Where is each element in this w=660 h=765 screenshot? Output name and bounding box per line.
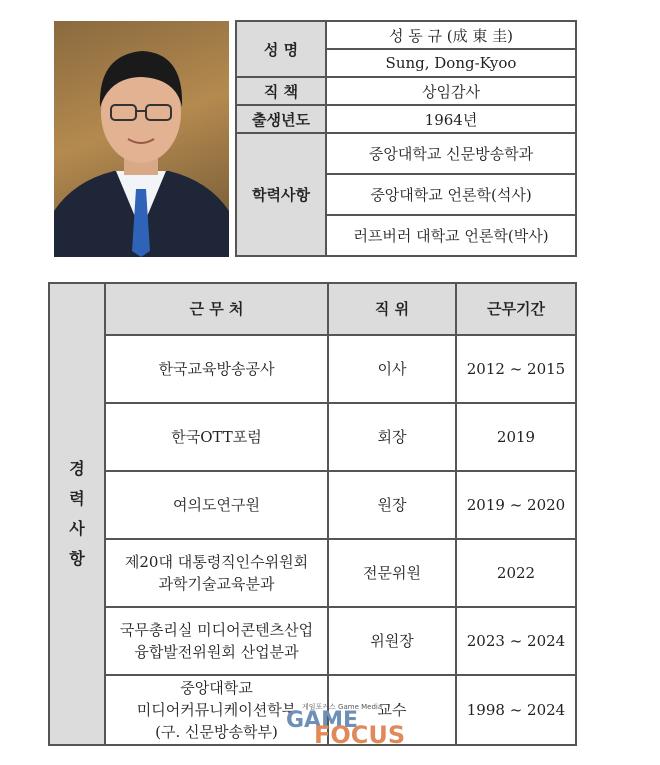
name-korean: 성 동 규 (成 東 圭) bbox=[326, 21, 576, 49]
education-item: 중앙대학교 언론학(석사) bbox=[326, 174, 576, 215]
watermark-logo bbox=[286, 702, 406, 752]
career-side-char: 경 bbox=[69, 459, 85, 478]
watermark-subtitle: 게임포커스 Game Media bbox=[302, 703, 383, 711]
birth-label: 출생년도 bbox=[236, 105, 326, 133]
workplace-line: 한국OTT포럼 bbox=[171, 428, 262, 446]
career-side-char: 항 bbox=[69, 549, 85, 568]
workplace-line: 미디어커뮤니케이션학부 bbox=[136, 701, 297, 719]
header-period: 근무기간 bbox=[456, 283, 576, 335]
header-title: 직 위 bbox=[328, 283, 456, 335]
education-label: 학력사항 bbox=[236, 133, 326, 256]
profile-table bbox=[235, 20, 577, 257]
career-workplace bbox=[105, 607, 328, 675]
workplace-line: 중앙대학교 bbox=[180, 679, 253, 697]
career-row bbox=[49, 607, 576, 675]
career-title: 전문위원 bbox=[328, 539, 456, 607]
education-item: 러프버러 대학교 언론학(박사) bbox=[326, 215, 576, 256]
career-row bbox=[49, 403, 576, 471]
career-period: 2019 ~ 2020 bbox=[456, 471, 576, 539]
workplace-line: (구. 신문방송학부) bbox=[155, 723, 278, 741]
workplace-line: 여의도연구원 bbox=[173, 496, 260, 514]
workplace-line: 한국교육방송공사 bbox=[158, 360, 275, 378]
career-side-label bbox=[49, 283, 105, 745]
career-title: 교수 bbox=[328, 675, 456, 745]
career-title: 이사 bbox=[328, 335, 456, 403]
workplace-line: 국무총리실 미디어콘텐츠산업 bbox=[119, 621, 314, 639]
career-table bbox=[48, 282, 577, 749]
workplace-line: 제20대 대통령직인수위원회 bbox=[124, 553, 309, 571]
career-period: 2019 bbox=[456, 403, 576, 471]
career-period: 2012 ~ 2015 bbox=[456, 335, 576, 403]
career-title: 원장 bbox=[328, 471, 456, 539]
career-row bbox=[49, 539, 576, 607]
position-label: 직 책 bbox=[236, 77, 326, 105]
header-workplace: 근 무 처 bbox=[105, 283, 328, 335]
workplace-line: 융합발전위원회 산업분과 bbox=[134, 643, 299, 661]
career-workplace bbox=[105, 471, 328, 539]
education-item: 중앙대학교 신문방송학과 bbox=[326, 133, 576, 174]
watermark-game: GAME bbox=[286, 708, 359, 733]
career-period: 2023 ~ 2024 bbox=[456, 607, 576, 675]
position-value: 상임감사 bbox=[326, 77, 576, 105]
portrait-photo bbox=[54, 21, 229, 257]
career-period: 1998 ~ 2024 bbox=[456, 675, 576, 745]
career-workplace bbox=[105, 403, 328, 471]
portrait-illustration bbox=[54, 21, 229, 257]
career-workplace bbox=[105, 539, 328, 607]
birth-year-value: 1964년 bbox=[326, 105, 576, 133]
career-title: 회장 bbox=[328, 403, 456, 471]
career-side-char: 력 bbox=[69, 489, 85, 508]
watermark-focus: FOCUS bbox=[314, 721, 406, 749]
career-side-char: 사 bbox=[69, 519, 85, 538]
name-label: 성 명 bbox=[236, 21, 326, 77]
career-row bbox=[49, 471, 576, 539]
career-row bbox=[49, 335, 576, 403]
name-english: Sung, Dong-Kyoo bbox=[326, 49, 576, 77]
career-period: 2022 bbox=[456, 539, 576, 607]
workplace-line: 과학기술교육분과 bbox=[158, 575, 275, 593]
career-title: 위원장 bbox=[328, 607, 456, 675]
career-workplace bbox=[105, 335, 328, 403]
